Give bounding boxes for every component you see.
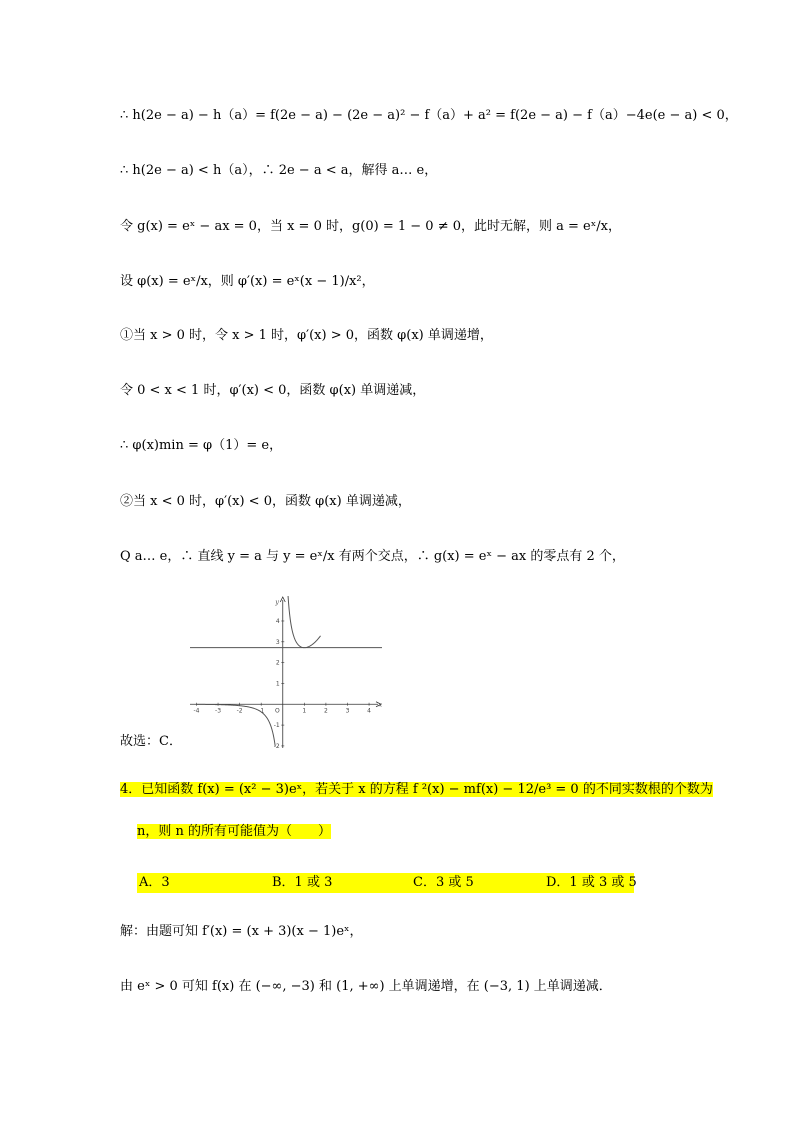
function-graph xyxy=(190,596,382,748)
question-line-2 xyxy=(137,822,331,842)
step-h-difference: ∴ h(2e − a) − h（a）= f(2e − a) − (2e − a)² − f（a）+ a² = f(2e − a) − f（a）−4e(e − a) < 0， xyxy=(120,108,738,123)
y-tick-label: 4 xyxy=(275,617,280,625)
option-d: D．1 或 3 或 5 xyxy=(546,875,637,890)
question-text-2: n，则 n 的所有可能值为（ ） xyxy=(137,824,332,839)
option-c: C．3 或 5 xyxy=(413,875,474,890)
x-tick-label: -3 xyxy=(215,707,222,715)
x-tick-label: -4 xyxy=(193,707,200,715)
step-minimum: ∴ φ(x)min = φ（1）= e， xyxy=(120,438,283,453)
answer-line: 故选：C． xyxy=(120,734,182,749)
x-tick-label: 3 xyxy=(345,707,350,715)
step-case-negative: ②当 x < 0 时，φ′(x) < 0，函数 φ(x) 单调递减， xyxy=(120,494,411,509)
y-tick-label: -2 xyxy=(273,742,280,748)
x-tick-label: 2 xyxy=(323,707,328,715)
option-b: B．1 或 3 xyxy=(272,875,333,890)
y-axis-label: y xyxy=(275,599,279,606)
step-define-phi: 设 φ(x) = eˣ/x，则 φ′(x) = eˣ(x − 1)/x²， xyxy=(120,274,375,289)
x-tick-label: -1 xyxy=(258,707,265,715)
y-tick-label: 2 xyxy=(275,659,280,667)
step-conclusion-a: ∴ h(2e − a) < h（a），∴ 2e − a < a，解得 a… e， xyxy=(120,163,438,178)
graph-axes xyxy=(190,597,381,748)
solution-monotonicity: 由 eˣ > 0 可知 f(x) 在 (−∞, −3) 和 (1, +∞) 上单调递增，在 (−3, 1) 上单调递减． xyxy=(120,979,612,994)
solution-derivative: 解：由题可知 f′(x) = (x + 3)(x − 1)eˣ， xyxy=(120,924,363,939)
y-tick-label: 1 xyxy=(275,680,280,688)
x-tick-label: 4 xyxy=(367,707,371,715)
question-text: 4．已知函数 f(x) = (x² − 3)eˣ，若关于 x 的方程 f ²(x) − mf(x) − 12/e³ = 0 的不同实数根的个数为 xyxy=(120,782,713,797)
question-line-1 xyxy=(120,780,713,800)
graph-curves xyxy=(190,596,382,746)
step-intersections: Q a… e，∴ 直线 y = a 与 y = eˣ/x 有两个交点，∴ g(x) = eˣ − ax 的零点有 2 个， xyxy=(120,549,625,564)
y-tick-label: -1 xyxy=(273,722,280,730)
options-row xyxy=(137,873,637,893)
step-case-positive: ①当 x > 0 时，令 x > 1 时，φ′(x) > 0，函数 φ(x) 单调递增， xyxy=(120,328,493,343)
step-define-g: 令 g(x) = eˣ − ax = 0，当 x = 0 时，g(0) = 1 − 0 ≠ 0，此时无解，则 a = eˣ/x， xyxy=(120,219,621,234)
x-tick-label: 1 xyxy=(302,707,307,715)
step-case-between: 令 0 < x < 1 时，φ′(x) < 0，函数 φ(x) 单调递减， xyxy=(120,383,426,398)
origin-label: O xyxy=(275,707,280,715)
graph-labels xyxy=(193,599,382,748)
curve-branch-2 xyxy=(287,596,320,648)
x-tick-label: -2 xyxy=(236,707,243,715)
y-tick-label: 3 xyxy=(275,638,280,646)
x-axis-label: x xyxy=(378,701,382,709)
option-a: A．3 xyxy=(139,875,170,890)
